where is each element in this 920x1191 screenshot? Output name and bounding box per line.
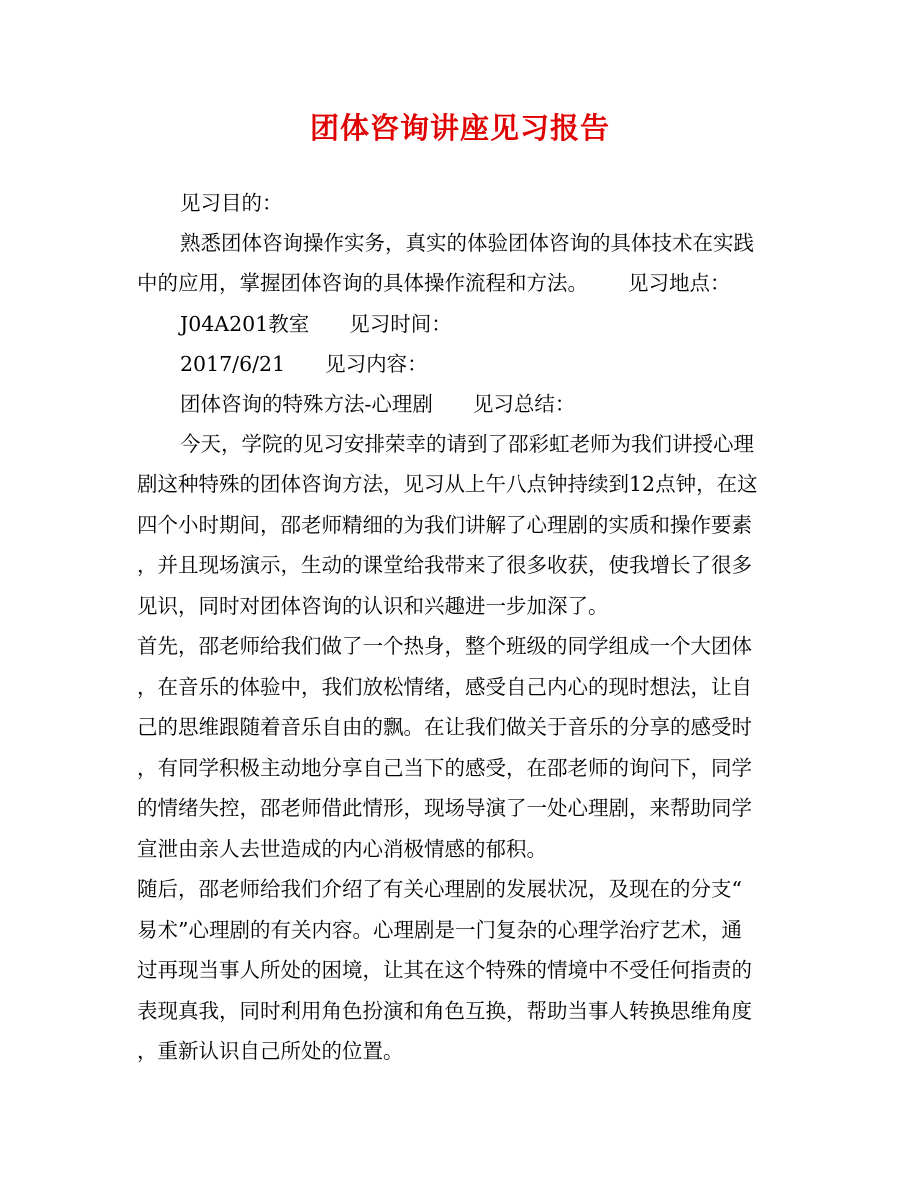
location-value: J04A201教室 <box>180 312 310 336</box>
paragraph-2-line-4: ，有同学积极主动地分享自己当下的感受，在邵老师的询问下，同学 <box>137 756 752 780</box>
document-title: 团体咨询讲座见习报告 <box>309 111 610 145</box>
content-line <box>180 384 575 424</box>
time-label: 见习时间： <box>349 312 452 336</box>
paragraph-3-line-1: 随后，邵老师给我们介绍了有关心理剧的发展状况，及现在的分支“ <box>137 877 742 901</box>
time-line <box>180 344 428 384</box>
paragraph-3-line-2: 易术”心理剧的有关内容。心理剧是一门复杂的心理学治疗艺术，通 <box>137 918 742 942</box>
paragraph-2-line-2: ，在音乐的体验中，我们放松情绪，感受自己内心的现时想法，让自 <box>137 675 752 699</box>
purpose-label: 见习目的： <box>180 191 283 215</box>
paragraph-1-line-2: 剧这种特殊的团体咨询方法，见习从上午八点钟持续到12点钟，在这 <box>137 472 758 496</box>
purpose-text-line-2 <box>137 263 731 303</box>
summary-label: 见习总结： <box>472 392 576 416</box>
content-label: 见习内容： <box>325 352 428 376</box>
location-label: 见习地点： <box>628 271 731 295</box>
purpose-text-line-2-text: 中的应用，掌握团体咨询的具体操作流程和方法。 <box>137 271 588 295</box>
paragraph-2-line-3: 己的思维跟随着音乐自由的飘。在让我们做关于音乐的分享的感受时 <box>137 715 752 739</box>
paragraph-2-line-1: 首先，邵老师给我们做了一个热身，整个班级的同学组成一个大团体 <box>137 634 752 658</box>
paragraph-3-line-3: 过再现当事人所处的困境，让其在这个特殊的情境中不受任何指责的 <box>137 958 752 982</box>
paragraph-1-line-3: 四个小时期间，邵老师精细的为我们讲解了心理剧的实质和操作要素 <box>137 513 752 537</box>
paragraph-1-line-4: ，并且现场演示，生动的课堂给我带来了很多收获，使我增长了很多 <box>137 553 752 577</box>
paragraph-2-line-5: 的情绪失控，邵老师借此情形，现场导演了一处心理剧，来帮助同学 <box>137 796 752 820</box>
paragraph-3-line-5: ，重新认识自己所处的位置。 <box>137 1039 404 1063</box>
purpose-text-line-1: 熟悉团体咨询操作实务，真实的体验团体咨询的具体技术在实践 <box>180 231 754 255</box>
paragraph-1-line-5: 见识，同时对团体咨询的认识和兴趣进一步加深了。 <box>137 594 609 618</box>
content-value: 团体咨询的特殊方法-心理剧 <box>180 392 433 416</box>
location-line <box>180 304 452 344</box>
paragraph-1-line-1: 今天，学院的见习安排荣幸的请到了邵彩虹老师为我们讲授心理 <box>180 432 754 456</box>
paragraph-3-line-4: 表现真我，同时利用角色扮演和角色互换，帮助当事人转换思维角度 <box>137 999 752 1023</box>
time-value: 2017/6/21 <box>180 352 286 376</box>
paragraph-2-line-6: 宣泄由亲人去世造成的内心消极情感的郁积。 <box>137 837 547 861</box>
